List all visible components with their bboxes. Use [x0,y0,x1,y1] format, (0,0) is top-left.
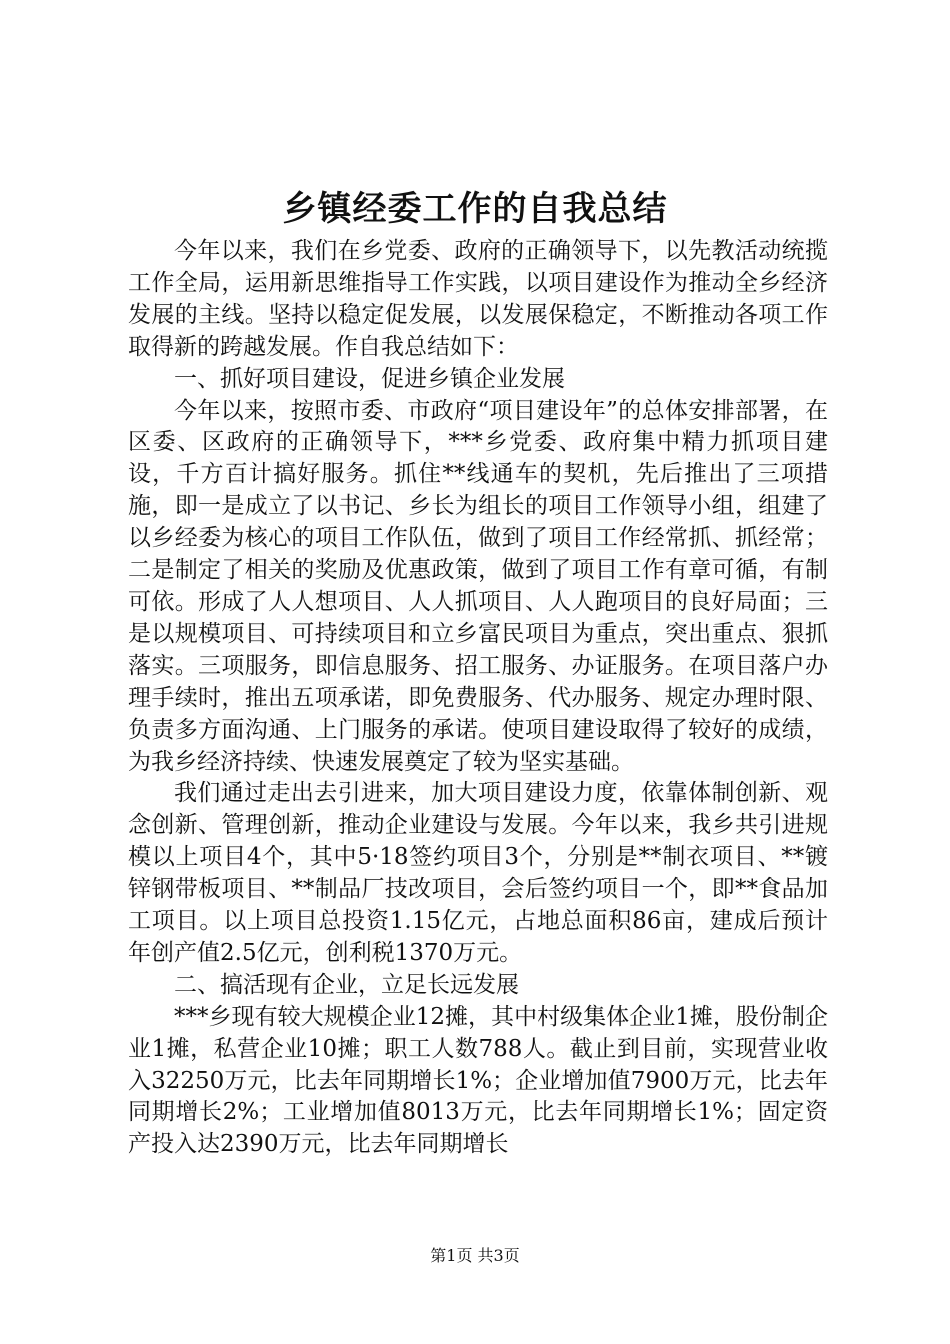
section-heading-1: 一、抓好项目建设，促进乡镇企业发展 [174,365,565,392]
document-title: 乡镇经委工作的自我总结 [282,189,668,229]
section-2-paragraph-1: ***乡现有较大规模企业12摊，其中村级集体企业1摊，股份制企业1摊，私营企业10摊；职工人数788人。截止到目前，实现营业收入32250万元，比去年同期增长1%；企业增加值7900万元，比去年同期增长2%；工业增加值8013万元，比去年同期增长1%；固定资产投入达2390万元，比去年同期增长 [128,1003,828,1158]
intro-paragraph: 今年以来，我们在乡党委、政府的正确领导下，以先教活动统揽工作全局，运用新思维指导工作实践，以项目建设作为推动全乡经济发展的主线。坚持以稳定促发展，以发展保稳定，不断推动各项工作取得新的跨越发展。作自我总结如下： [128,238,828,360]
document-body [128,236,828,1161]
page-number-footer: 第1页 共3页 [430,1246,520,1265]
section-heading-2: 二、搞活现有企业，立足长远发展 [174,971,519,998]
section-1-paragraph-1: 今年以来，按照市委、市政府“项目建设年”的总体安排部署，在区委、区政府的正确领导下，***乡党委、政府集中精力抓项目建设，千方百计搞好服务。抓住**线通车的契机，先后推出了三项措施，即一是成立了以书记、乡长为组长的项目工作领导小组，组建了以乡经委为核心的项目工作队伍，做到了项目工作经常抓、抓经常；二是制定了相关的奖励及优惠政策，做到了项目工作有章可循，有制可依。形成了人人想项目、人人抓项目、人人跑项目的良好局面；三是以规模项目、可持续项目和立乡富民项目为重点，突出重点、狠抓落实。三项服务，即信息服务、招工服务、办证服务。在项目落户办理手续时，推出五项承诺，即免费服务、代办服务、规定办理时限、负责多方面沟通、上门服务的承诺。使项目建设取得了较好的成绩，为我乡经济持续、快速发展奠定了较为坚实基础。 [128,397,828,775]
section-1-paragraph-2: 我们通过走出去引进来，加大项目建设力度，依靠体制创新、观念创新、管理创新，推动企业建设与发展。今年以来，我乡共引进规模以上项目4个，其中5·18签约项目3个，分别是**制衣项目、**镀锌钢带板项目、**制品厂技改项目，会后签约项目一个，即**食品加工项目。以上项目总投资1.15亿元，占地总面积86亩，建成后预计年创产值2.5亿元，创利税1370万元。 [128,780,828,966]
